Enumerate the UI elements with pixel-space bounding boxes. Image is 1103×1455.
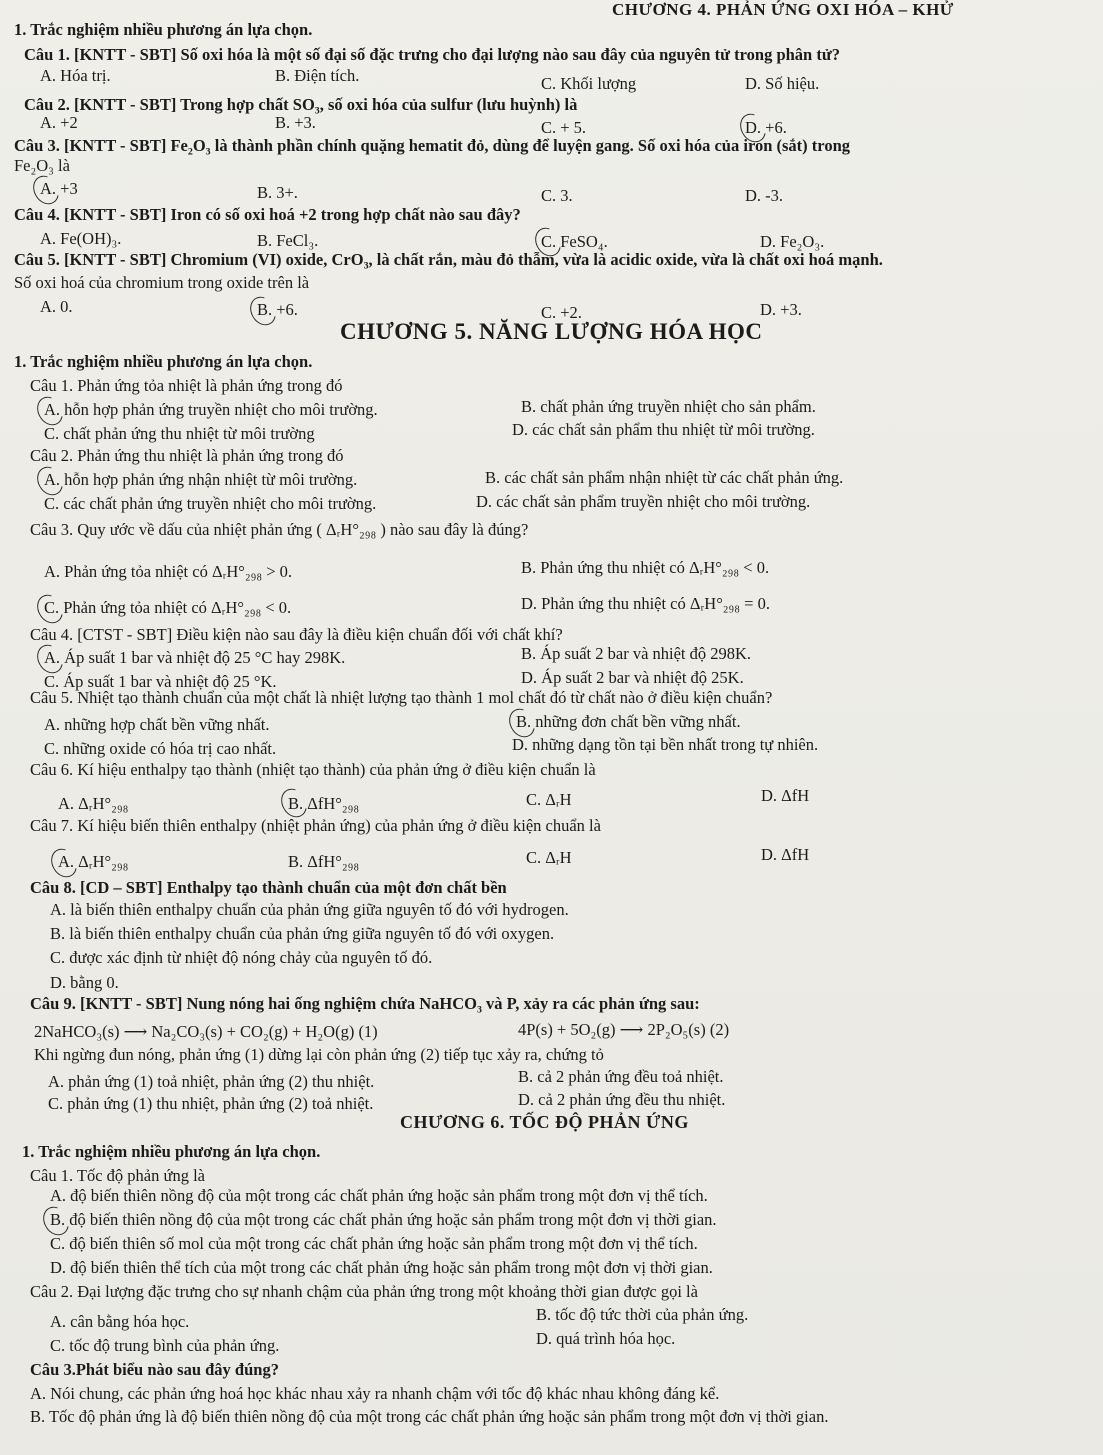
ch4-q3-d: D. -3. <box>745 186 784 205</box>
ch4-q2-c: C. + 5. <box>541 118 587 137</box>
ch4-q2-stem: Câu 2. [KNTT - SBT] Trong hợp chất SO₃, số oxi hóa của sulfur (lưu huỳnh) là <box>24 95 578 114</box>
ch5-q9-stem2: Khi ngừng đun nóng, phản ứng (1) dừng lại còn phản ứng (2) tiếp tục xảy ra, chứng tỏ <box>34 1045 604 1064</box>
ch6-q3-b: B. Tốc độ phản ứng là độ biến thiên nồng độ của một trong các chất phản ứng hoặc sản phẩm trong một đơn vị thời gian. <box>30 1407 829 1426</box>
ch4-q3-stem: Câu 3. [KNTT - SBT] Fe₂O₃ là thành phần chính quặng hematit đỏ, dùng để luyện gang. Số oxi hóa của iron (sắt) trong <box>14 136 850 155</box>
ch5-q1-b: B. chất phản ứng truyền nhiệt cho sản phẩm. <box>521 397 816 416</box>
ch5-q9-c: C. phản ứng (1) thu nhiệt, phản ứng (2) toả nhiệt. <box>48 1094 374 1113</box>
ch4-q1-a: A. Hóa trị. <box>40 66 111 85</box>
ch6-q2-stem: Câu 2. Đại lượng đặc trưng cho sự nhanh chậm của phản ứng trong một khoảng thời gian được gọi là <box>30 1282 698 1301</box>
ch4-q4-b: B. FeCl₃. <box>257 231 319 250</box>
ch5-q7-d: D. ΔfH <box>761 845 810 864</box>
ch5-q8-stem: Câu 8. [CD – SBT] Enthalpy tạo thành chuẩn của một đơn chất bền <box>30 878 507 897</box>
ch5-section: 1. Trắc nghiệm nhiều phương án lựa chọn. <box>14 352 313 371</box>
ch6-q1-stem: Câu 1. Tốc độ phản ứng là <box>30 1166 205 1185</box>
ch4-q3-a: A. +3 <box>40 179 78 198</box>
ch4-q4-stem: Câu 4. [KNTT - SBT] Iron có số oxi hoá +2 trong hợp chất nào sau đây? <box>14 205 521 224</box>
answer-circle-mark <box>32 590 68 628</box>
ch4-q5-stem: Câu 5. [KNTT - SBT] Chromium (VI) oxide, CrO₃, là chất rắn, màu đỏ thẫm, vừa là acidic oxide, vừa là chất oxi hoá mạnh. <box>14 250 883 269</box>
ch5-q7-b: B. ΔfH°₂₉₈ <box>288 852 360 871</box>
ch5-q5-d: D. những dạng tồn tại bền nhất trong tự nhiên. <box>512 735 819 754</box>
ch4-q5-a: A. 0. <box>40 297 73 316</box>
ch4-q1-b: B. Điện tích. <box>275 66 360 85</box>
ch5-q3-b: B. Phản ứng thu nhiệt có ΔᵣH°₂₉₈ < 0. <box>521 558 770 577</box>
ch5-q8-c: C. được xác định từ nhiệt độ nóng chảy của nguyên tố đó. <box>50 948 433 967</box>
ch5-q8-d: D. bằng 0. <box>50 973 119 992</box>
ch5-q2-a: A. hỗn hợp phản ứng nhận nhiệt từ môi trường. <box>44 470 358 489</box>
ch5-q1-d: D. các chất sản phẩm thu nhiệt từ môi trường. <box>512 420 815 439</box>
ch5-q7-stem: Câu 7. Kí hiệu biến thiên enthalpy (nhiệt phản ứng) của phản ứng ở điều kiện chuẩn là <box>30 816 601 835</box>
ch5-q4-stem: Câu 4. [CTST - SBT] Điều kiện nào sau đây là điều kiện chuẩn đối với chất khí? <box>30 625 563 644</box>
chapter-5-title: CHƯƠNG 5. NĂNG LƯỢNG HÓA HỌC <box>340 319 763 344</box>
ch4-q1-stem: Câu 1. [KNTT - SBT] Số oxi hóa là một số đại số đặc trưng cho đại lượng nào sau đây của nguyên tử trong phân tử? <box>24 45 840 64</box>
answer-circle-mark <box>46 844 82 882</box>
ch4-q4-c: C. FeSO₄. <box>541 232 608 251</box>
ch6-q3-stem: Câu 3.Phát biểu nào sau đây đúng? <box>30 1360 279 1379</box>
ch4-q1-d: D. Số hiệu. <box>745 74 820 93</box>
ch5-q9-eq1: 2NaHCO₃(s) ⟶ Na₂CO₃(s) + CO₂(g) + H₂O(g) (1) <box>34 1022 378 1041</box>
ch5-q1-a: A. hỗn hợp phản ứng truyền nhiệt cho môi trường. <box>44 400 378 419</box>
ch5-q3-stem: Câu 3. Quy ước về dấu của nhiệt phản ứng ( ΔᵣH°₂₉₈ ) nào sau đây là đúng? <box>30 520 529 539</box>
ch5-q5-stem: Câu 5. Nhiệt tạo thành chuẩn của một chất là nhiệt lượng tạo thành 1 mol chất đó từ chất nào ở điều kiện chuẩn? <box>30 688 773 707</box>
ch4-q3-stem2: Fe₂O₃ là <box>14 156 70 175</box>
ch5-q9-eq2: 4P(s) + 5O₂(g) ⟶ 2P₂O₅(s) (2) <box>518 1020 730 1039</box>
ch6-q2-d: D. quá trình hóa học. <box>536 1329 676 1348</box>
ch4-q4-a: A. Fe(OH)₃. <box>40 229 122 248</box>
chapter-4-header: CHƯƠNG 4. PHẢN ỨNG OXI HÓA – KHỬ <box>612 0 954 19</box>
ch6-q1-c: C. độ biến thiên số mol của một trong các chất phản ứng hoặc sản phẩm trong một đơn vị thể tích. <box>50 1234 698 1253</box>
ch5-q5-b: B. những đơn chất bền vững nhất. <box>516 712 741 731</box>
ch5-q3-c: C. Phản ứng tỏa nhiệt có ΔᵣH°₂₉₈ < 0. <box>44 598 292 617</box>
ch6-q1-d: D. độ biến thiên thể tích của một trong các chất phản ứng hoặc sản phẩm trong một đơn vị thời gian. <box>50 1258 713 1277</box>
answer-circle-mark <box>245 292 281 330</box>
ch6-section: 1. Trắc nghiệm nhiều phương án lựa chọn. <box>22 1142 321 1161</box>
ch4-q2-a: A. +2 <box>40 113 78 132</box>
answer-circle-mark <box>28 171 64 209</box>
ch5-q9-a: A. phản ứng (1) toả nhiệt, phản ứng (2) thu nhiệt. <box>48 1072 375 1091</box>
ch5-q3-a: A. Phản ứng tỏa nhiệt có ΔᵣH°₂₉₈ > 0. <box>44 562 293 581</box>
ch6-q2-c: C. tốc độ trung bình của phản ứng. <box>50 1336 280 1355</box>
ch5-q6-b: B. ΔfH°₂₉₈ <box>288 794 360 813</box>
ch4-q2-d: D. +6. <box>745 118 787 137</box>
ch6-q2-a: A. cân bằng hóa học. <box>50 1312 190 1331</box>
ch5-q4-d: D. Áp suất 2 bar và nhiệt độ 25K. <box>521 668 744 687</box>
ch5-q7-c: C. ΔᵣH <box>526 848 572 867</box>
ch5-q5-c: C. những oxide có hóa trị cao nhất. <box>44 739 277 758</box>
ch5-q8-a: A. là biến thiên enthalpy chuẩn của phản ứng giữa nguyên tố đó với hydrogen. <box>50 900 569 919</box>
ch4-section: 1. Trắc nghiệm nhiều phương án lựa chọn. <box>14 20 313 39</box>
ch4-q3-c: C. 3. <box>541 186 573 205</box>
ch6-q1-b: B. độ biến thiên nồng độ của một trong các chất phản ứng hoặc sản phẩm trong một đơn vị thời gian. <box>50 1210 717 1229</box>
ch5-q4-b: B. Áp suất 2 bar và nhiệt độ 298K. <box>521 644 752 663</box>
chapter-6-title: CHƯƠNG 6. TỐC ĐỘ PHẢN ỨNG <box>400 1112 689 1132</box>
ch5-q2-stem: Câu 2. Phản ứng thu nhiệt là phản ứng trong đó <box>30 446 344 465</box>
ch5-q6-a: A. ΔᵣH°₂₉₈ <box>58 794 129 813</box>
ch4-q5-stem2: Số oxi hoá của chromium trong oxide trên là <box>14 273 310 292</box>
ch5-q9-stem: Câu 9. [KNTT - SBT] Nung nóng hai ống nghiệm chứa NaHCO₃ và P, xảy ra các phản ứng sau: <box>30 994 700 1013</box>
ch5-q7-a: A. ΔᵣH°₂₉₈ <box>58 852 129 871</box>
ch6-q2-b: B. tốc độ tức thời của phản ứng. <box>536 1305 749 1324</box>
ch4-q2-b: B. +3. <box>275 113 316 132</box>
ch5-q2-c: C. các chất phản ứng truyền nhiệt cho môi trường. <box>44 494 377 513</box>
ch4-q1-c: C. Khối lượng <box>541 74 637 93</box>
ch4-q3-b: B. 3+. <box>257 183 298 202</box>
ch5-q6-d: D. ΔfH <box>761 786 810 805</box>
ch5-q4-c: C. Áp suất 1 bar và nhiệt độ 25 °K. <box>44 672 277 691</box>
ch5-q6-c: C. ΔᵣH <box>526 790 572 809</box>
ch5-q4-a: A. Áp suất 1 bar và nhiệt độ 25 °C hay 298K. <box>44 648 346 667</box>
ch5-q2-b: B. các chất sản phẩm nhận nhiệt từ các chất phản ứng. <box>485 468 844 487</box>
ch5-q5-a: A. những hợp chất bền vững nhất. <box>44 715 270 734</box>
ch4-q5-c: C. +2. <box>541 303 582 322</box>
ch6-q3-a: A. Nói chung, các phản ứng hoá học khác nhau xảy ra nhanh chậm với tốc độ khác nhau không đáng kể. <box>30 1384 720 1403</box>
ch5-q3-d: D. Phản ứng thu nhiệt có ΔᵣH°₂₉₈ = 0. <box>521 594 770 613</box>
ch4-q5-d: D. +3. <box>760 300 802 319</box>
ch5-q6-stem: Câu 6. Kí hiệu enthalpy tạo thành (nhiệt tạo thành) của phản ứng ở điều kiện chuẩn là <box>30 760 596 779</box>
ch5-q9-d: D. cả 2 phản ứng đều thu nhiệt. <box>518 1090 726 1109</box>
ch5-q2-d: D. các chất sản phẩm truyền nhiệt cho môi trường. <box>476 492 811 511</box>
ch5-q1-c: C. chất phản ứng thu nhiệt từ môi trường <box>44 424 315 443</box>
ch6-q1-a: A. độ biến thiên nồng độ của một trong các chất phản ứng hoặc sản phẩm trong một đơn vị thể tích. <box>50 1186 708 1205</box>
ch4-q5-b: B. +6. <box>257 300 298 319</box>
ch5-q9-b: B. cả 2 phản ứng đều toả nhiệt. <box>518 1067 724 1086</box>
ch5-q8-b: B. là biến thiên enthalpy chuẩn của phản ứng giữa nguyên tố đó với oxygen. <box>50 924 555 943</box>
ch5-q1-stem: Câu 1. Phản ứng tỏa nhiệt là phản ứng trong đó <box>30 376 343 395</box>
ch4-q4-d: D. Fe₂O₃. <box>760 232 825 251</box>
